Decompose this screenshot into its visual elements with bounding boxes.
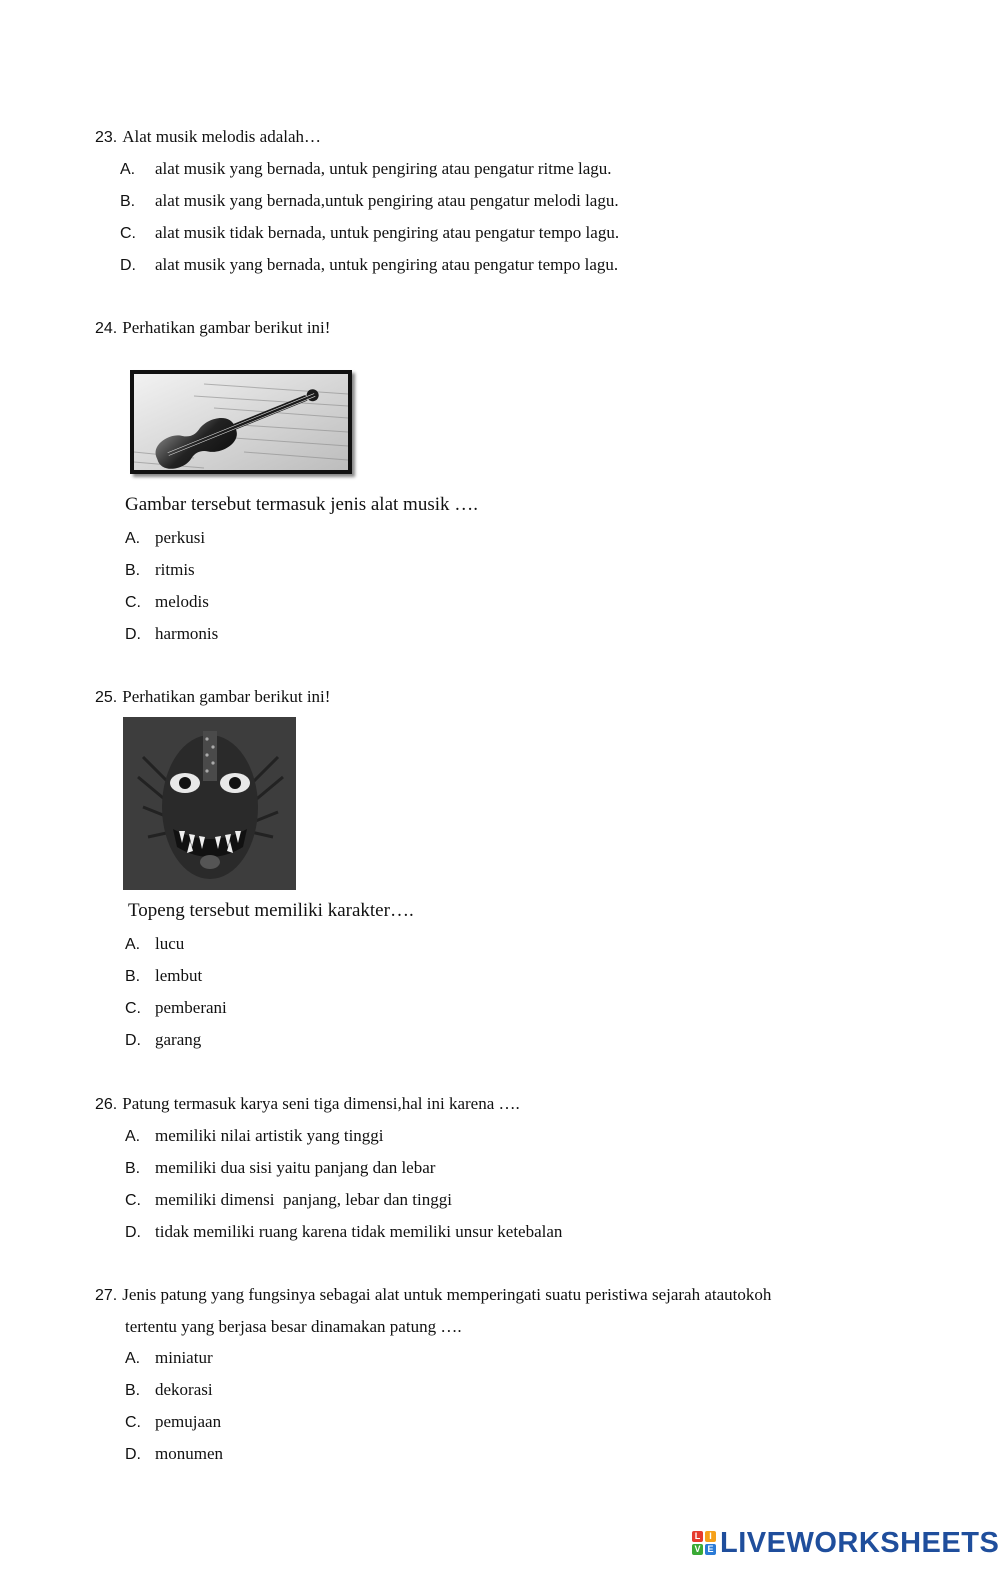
question-text: Alat musik melodis adalah… <box>122 127 322 146</box>
option-26-b[interactable]: B. memiliki dua sisi yaitu panjang dan lebar <box>125 1158 436 1177</box>
option-25-c[interactable]: C. pemberani <box>125 998 227 1017</box>
mask-icon <box>123 717 296 890</box>
question-number: 27. <box>95 1287 118 1304</box>
question-number: 25. <box>95 689 118 706</box>
option-24-d[interactable]: D. harmonis <box>125 624 219 643</box>
option-24-a[interactable]: A. perkusi <box>125 528 206 547</box>
liveworksheets-logo[interactable] <box>692 1528 999 1558</box>
option-25-d[interactable]: D. garang <box>125 1030 202 1049</box>
question-text: Perhatikan gambar berikut ini! <box>122 318 331 337</box>
question-prompt: Gambar tersebut termasuk jenis alat musik …. <box>125 494 478 515</box>
option-25-b[interactable]: B. lembut <box>125 966 203 985</box>
violin-image <box>130 370 352 474</box>
question-text: Patung termasuk karya seni tiga dimensi,hal ini karena …. <box>122 1094 520 1113</box>
question-number: 24. <box>95 320 118 337</box>
brand-name: LIVEWORKSHEETS <box>720 1526 1000 1559</box>
question-24 <box>95 318 330 339</box>
option-23-b[interactable]: B. alat musik yang bernada,untuk pengiring atau pengatur melodi lagu. <box>120 191 619 210</box>
question-text: Perhatikan gambar berikut ini! <box>122 687 331 706</box>
option-27-d[interactable]: D. monumen <box>125 1444 223 1463</box>
option-27-c[interactable]: C. pemujaan <box>125 1412 222 1431</box>
option-27-a[interactable]: A. miniatur <box>125 1348 213 1367</box>
logo-letter: I <box>705 1531 716 1542</box>
logo-letter: L <box>692 1531 703 1542</box>
option-24-b[interactable]: B. ritmis <box>125 560 195 579</box>
mask-image <box>123 717 296 890</box>
option-24-c[interactable]: C. melodis <box>125 592 209 611</box>
option-23-d[interactable]: D. alat musik yang bernada, untuk pengiring atau pengatur tempo lagu. <box>120 255 619 274</box>
violin-icon <box>134 374 348 470</box>
question-23 <box>95 127 321 148</box>
option-25-a[interactable]: A. lucu <box>125 934 185 953</box>
question-prompt: Topeng tersebut memiliki karakter…. <box>128 900 414 921</box>
logo-letter: V <box>692 1544 703 1555</box>
question-26 <box>95 1094 520 1115</box>
option-27-b[interactable]: B. dekorasi <box>125 1380 213 1399</box>
option-26-d[interactable]: D. tidak memiliki ruang karena tidak memiliki unsur ketebalan <box>125 1222 563 1241</box>
question-number: 26. <box>95 1096 118 1113</box>
question-text: Jenis patung yang fungsinya sebagai alat untuk memperingati suatu peristiwa sejarah atautokoh <box>122 1285 772 1304</box>
logo-letter: E <box>705 1544 716 1555</box>
question-text-continued: tertentu yang berjasa besar dinamakan patung …. <box>125 1317 462 1336</box>
brand-logo-icon <box>692 1531 716 1555</box>
option-26-a[interactable]: A. memiliki nilai artistik yang tinggi <box>125 1126 384 1145</box>
option-23-a[interactable]: A. alat musik yang bernada, untuk pengiring atau pengatur ritme lagu. <box>120 159 612 178</box>
question-27 <box>95 1285 771 1306</box>
question-25 <box>95 687 330 708</box>
option-26-c[interactable]: C. memiliki dimensi panjang, lebar dan tinggi <box>125 1190 452 1209</box>
option-23-c[interactable]: C. alat musik tidak bernada, untuk pengiring atau pengatur tempo lagu. <box>120 223 620 242</box>
question-number: 23. <box>95 129 118 146</box>
